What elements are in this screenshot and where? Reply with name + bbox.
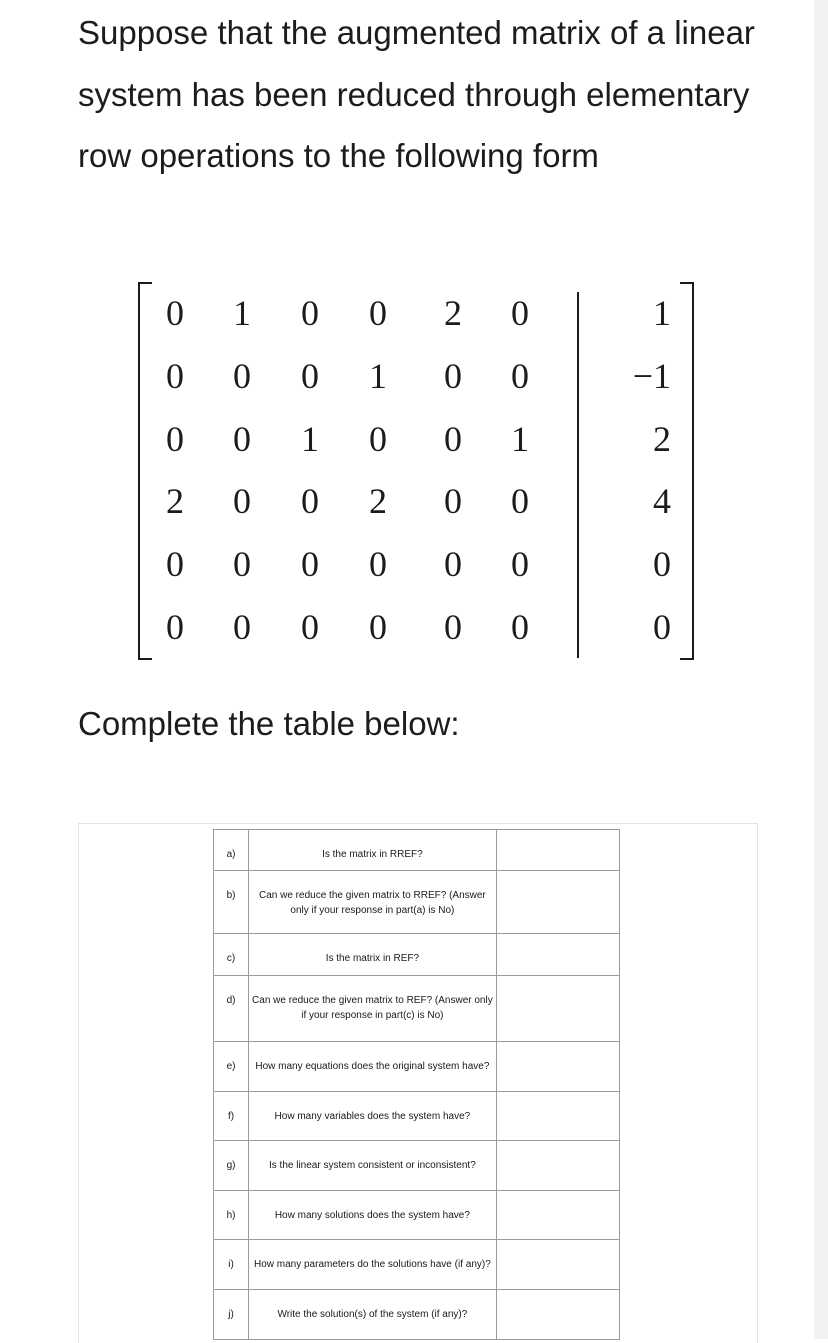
matrix-entry: 0 [166, 419, 184, 459]
answer-cell[interactable] [496, 1042, 619, 1092]
table-row [214, 1191, 620, 1240]
augmented-entry: 2 [653, 419, 671, 459]
row-question: How many parameters do the solutions have (if any)? [249, 1240, 497, 1290]
row-question: Is the linear system consistent or inconsistent? [249, 1141, 497, 1191]
row-label: b) [214, 871, 249, 934]
matrix-entry: 0 [511, 481, 529, 521]
answer-cell[interactable] [496, 1240, 619, 1290]
matrix-entry: 2 [369, 481, 387, 521]
matrix-entry: 0 [511, 293, 529, 333]
table-row [214, 830, 620, 871]
matrix-entry: 2 [166, 481, 184, 521]
row-label: c) [214, 934, 249, 976]
augmented-matrix [138, 282, 694, 660]
row-question: How many variables does the system have? [249, 1092, 497, 1141]
row-label: j) [214, 1290, 249, 1340]
matrix-entry: 0 [444, 481, 462, 521]
answer-cell[interactable] [496, 1092, 619, 1141]
problem-statement: Suppose that the augmented matrix of a linear system has been reduced through elementary row operations to the following form [78, 14, 755, 174]
answer-cell[interactable] [496, 830, 619, 871]
matrix-entry: 0 [369, 607, 387, 647]
table-row [214, 1042, 620, 1092]
matrix-entry: 0 [233, 419, 251, 459]
table-instruction: Complete the table below: [78, 705, 460, 742]
matrix-entry: 0 [511, 607, 529, 647]
row-question: Write the solution(s) of the system (if any)? [249, 1290, 497, 1340]
row-label: h) [214, 1191, 249, 1240]
row-label: f) [214, 1092, 249, 1141]
table-row [214, 1240, 620, 1290]
row-question: Is the matrix in REF? [249, 934, 497, 976]
matrix-entry: 0 [166, 607, 184, 647]
row-label: g) [214, 1141, 249, 1191]
matrix-entry: 0 [301, 607, 319, 647]
matrix-entries [138, 282, 694, 660]
matrix-entry: 0 [233, 481, 251, 521]
matrix-entry: 0 [444, 356, 462, 396]
matrix-entry: 0 [301, 293, 319, 333]
matrix-entry: 1 [369, 356, 387, 396]
row-label: e) [214, 1042, 249, 1092]
matrix-entry: 0 [166, 293, 184, 333]
matrix-entry: 0 [369, 293, 387, 333]
augmented-entry: −1 [632, 356, 671, 396]
question-table [213, 829, 620, 1340]
matrix-entry: 0 [166, 544, 184, 584]
augmented-entry: 0 [653, 544, 671, 584]
matrix-entry: 0 [444, 607, 462, 647]
augmented-entry: 4 [653, 481, 671, 521]
matrix-entry: 0 [301, 356, 319, 396]
answer-cell[interactable] [496, 1290, 619, 1340]
matrix-entry: 0 [511, 544, 529, 584]
matrix-entry: 0 [511, 356, 529, 396]
matrix-entry: 0 [369, 419, 387, 459]
table-row [214, 871, 620, 934]
row-label: d) [214, 976, 249, 1042]
row-question: How many equations does the original system have? [249, 1042, 497, 1092]
table-row [214, 976, 620, 1042]
row-label: a) [214, 830, 249, 871]
row-question: Can we reduce the given matrix to RREF? (Answer only if your response in part(a) is No) [249, 871, 497, 934]
answer-cell[interactable] [496, 934, 619, 976]
augmented-entry: 1 [653, 293, 671, 333]
matrix-entry: 0 [444, 544, 462, 584]
matrix-entry: 0 [369, 544, 387, 584]
matrix-entry: 0 [166, 356, 184, 396]
row-label: i) [214, 1240, 249, 1290]
matrix-entry: 0 [301, 481, 319, 521]
answer-cell[interactable] [496, 1141, 619, 1191]
answer-cell[interactable] [496, 1191, 619, 1240]
matrix-entry: 0 [233, 607, 251, 647]
table-row [214, 1141, 620, 1191]
matrix-entry: 0 [444, 419, 462, 459]
matrix-entry: 0 [301, 544, 319, 584]
row-question: How many solutions does the system have? [249, 1191, 497, 1240]
answer-cell[interactable] [496, 871, 619, 934]
answer-cell[interactable] [496, 976, 619, 1042]
matrix-entry: 1 [233, 293, 251, 333]
matrix-entry: 0 [233, 544, 251, 584]
matrix-entry: 0 [233, 356, 251, 396]
table-row [214, 1092, 620, 1141]
row-question: Is the matrix in RREF? [249, 830, 497, 871]
matrix-entry: 1 [511, 419, 529, 459]
scrollbar-track [814, 0, 828, 1339]
row-question: Can we reduce the given matrix to REF? (Answer only if your response in part(c) is No) [249, 976, 497, 1042]
augmented-entry: 0 [653, 607, 671, 647]
table-row [214, 1290, 620, 1340]
matrix-entry: 1 [301, 419, 319, 459]
matrix-entry: 2 [444, 293, 462, 333]
table-row [214, 934, 620, 976]
